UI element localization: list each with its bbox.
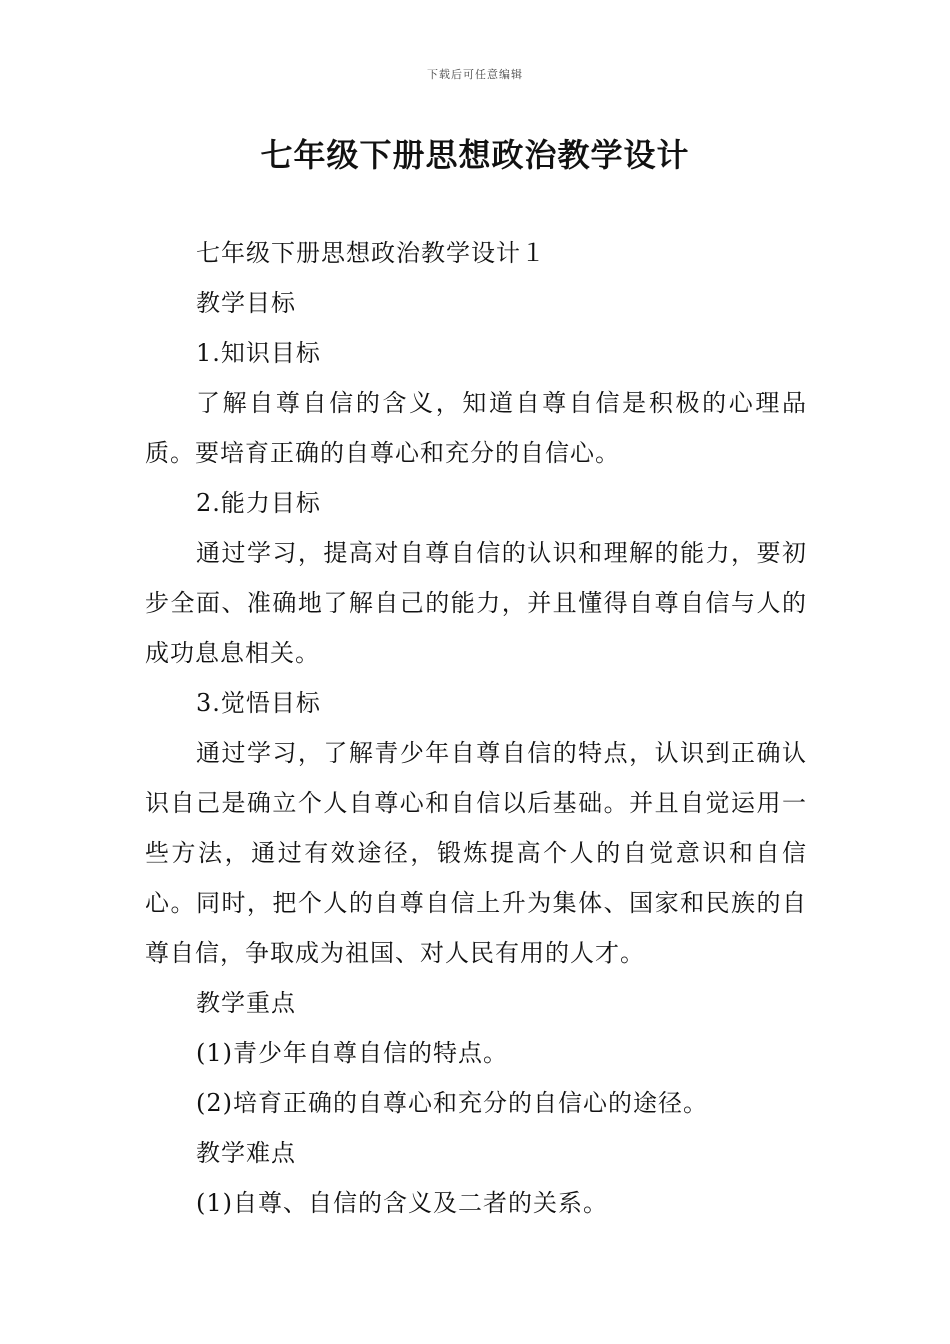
- document-body: [145, 228, 807, 1228]
- paragraph-awareness-goal-heading: 3.觉悟目标: [196, 689, 321, 717]
- paragraph-section-heading: 七年级下册思想政治教学设计１: [196, 239, 546, 267]
- paragraph-key-point-2: (2)培育正确的自尊心和充分的自信心的途径。: [196, 1089, 708, 1117]
- paragraph-ability-goal-heading: 2.能力目标: [196, 489, 321, 517]
- paragraph-difficulty-1: (1)自尊、自信的含义及二者的关系。: [196, 1189, 608, 1217]
- paragraph-key-points-heading: 教学重点: [196, 989, 296, 1017]
- header-note: 下载后可任意编辑: [427, 68, 523, 81]
- paragraph-ability-goal: 通过学习，提高对自尊自信的认识和理解的能力，要初步全面、准确地了解自己的能力，并且懂得自尊自信与人的成功息息相关。: [145, 539, 807, 667]
- paragraph-knowledge-goal-heading: 1.知识目标: [196, 339, 321, 367]
- paragraph-difficulties-heading: 教学难点: [196, 1139, 296, 1167]
- paragraph-key-point-1: (1)青少年自尊自信的特点。: [196, 1039, 508, 1067]
- paragraph-objectives-heading: 教学目标: [196, 289, 296, 317]
- paragraph-awareness-goal: 通过学习，了解青少年自尊自信的特点，认识到正确认识自己是确立个人自尊心和自信以后基础。并且自觉运用一些方法，通过有效途径，锻炼提高个人的自觉意识和自信心。同时，把个人的自尊自信上升为集体、国家和民族的自尊自信，争取成为祖国、对人民有用的人才。: [145, 739, 807, 967]
- page-title: 七年级下册思想政治教学设计: [260, 136, 690, 174]
- paragraph-knowledge-goal: 了解自尊自信的含义，知道自尊自信是积极的心理品质。要培育正确的自尊心和充分的自信心。: [145, 389, 807, 467]
